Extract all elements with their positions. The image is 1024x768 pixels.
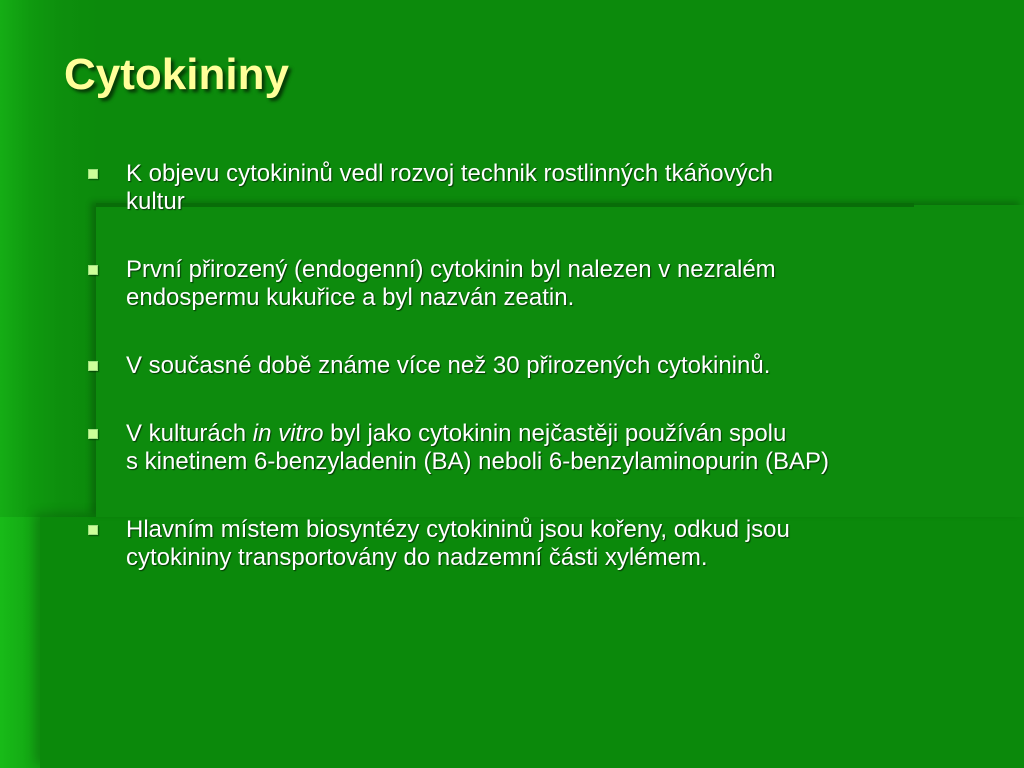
square-bullet-icon (88, 265, 98, 275)
bullet-text-line: s kinetinem 6-benzyladenin (BA) neboli 6-benzylaminopurin (BAP) (126, 448, 830, 475)
bullet-item (88, 420, 988, 476)
bullet-item (88, 160, 988, 216)
bullet-item (88, 256, 988, 312)
square-bullet-icon (88, 361, 98, 371)
bullet-text-line: Hlavním místem biosyntézy cytokininů jsou kořeny, odkud jsou (126, 516, 790, 543)
square-bullet-icon (88, 429, 98, 439)
bullet-text-line: K objevu cytokininů vedl rozvoj technik rostlinných tkáňových (126, 160, 773, 187)
bullet-text-line: kultur (126, 188, 185, 215)
square-bullet-icon (88, 169, 98, 179)
bullet-text-line (126, 420, 988, 448)
bullet-item (88, 352, 988, 380)
square-bullet-icon (88, 525, 98, 535)
bullet-text-segment: V kulturách (126, 420, 253, 447)
bullet-text-line: endospermu kukuřice a byl nazván zeatin. (126, 284, 575, 311)
bullet-item (88, 516, 988, 572)
bullet-text-line: V současné době známe více než 30 přirozených cytokininů. (126, 352, 771, 379)
bullet-text-line: cytokininy transportovány do nadzemní části xylémem. (126, 544, 708, 571)
bullet-text-segment: byl jako cytokinin nejčastěji používán spolu (323, 420, 787, 447)
bullet-list (88, 160, 988, 572)
slide-title: Cytokininy (64, 50, 289, 99)
decorative-left-strip (0, 517, 40, 768)
bullet-text-italic: in vitro (252, 420, 324, 447)
bullet-text-line: První přirozený (endogenní) cytokinin byl nalezen v nezralém (126, 256, 776, 283)
